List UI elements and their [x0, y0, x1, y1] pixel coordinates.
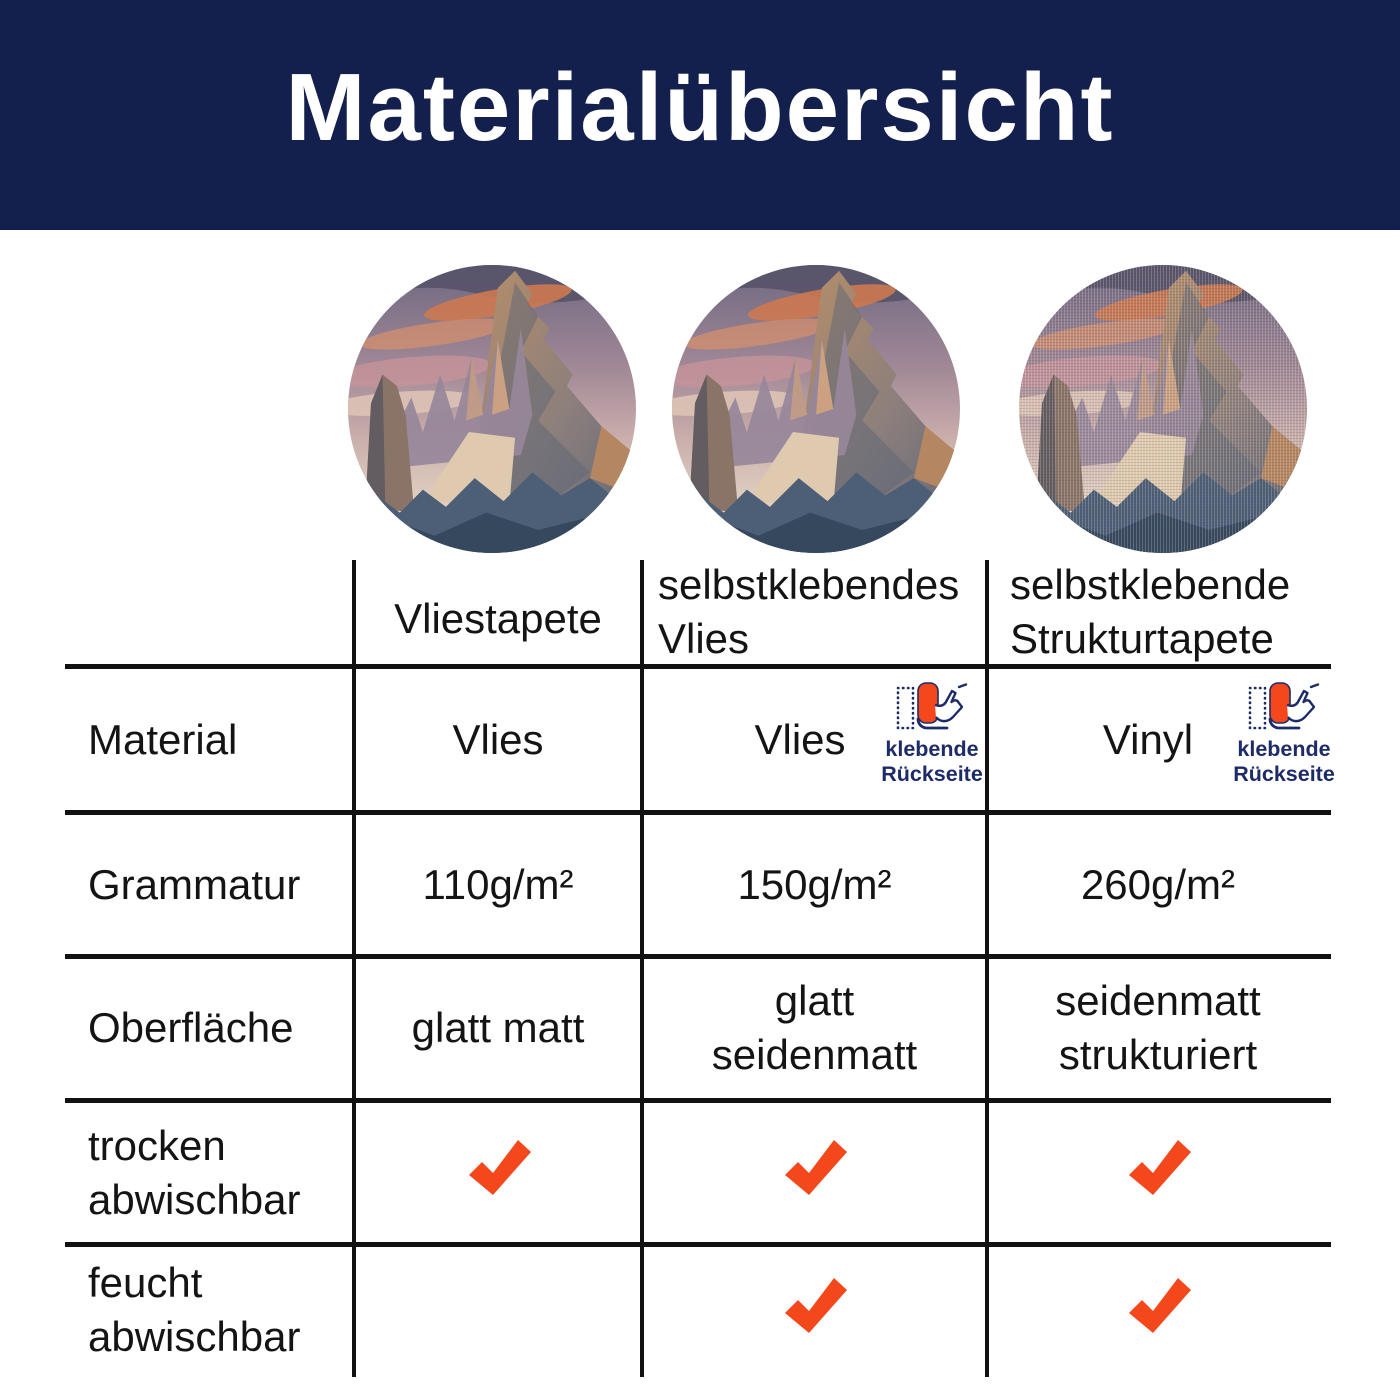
table-grid-line [65, 1242, 1331, 1247]
column-header-selbstklebendes-vlies: selbstklebendes Vlies [658, 561, 960, 662]
cell-oberflaeche-selbstklebendes-vlies: glatt seidenmatt [711, 977, 918, 1078]
check-icon [1121, 1130, 1195, 1204]
cell-material-vliestapete: Vlies [452, 716, 544, 763]
cell-oberflaeche-strukturtapete: seidenmatt strukturiert [1055, 977, 1261, 1078]
adhesive-back-badge: klebende Rückseite [880, 679, 984, 786]
check-icon [777, 1130, 851, 1204]
mountain-sunset-photo [348, 265, 636, 553]
table-grid-line [985, 560, 989, 1377]
cell-grammatur-vliestapete: 110g/m² [422, 861, 574, 908]
row-label-oberflaeche: Oberfläche [88, 1004, 294, 1051]
check-icon [777, 1268, 851, 1342]
row-label-trocken-abwischbar: trocken abwischbar [88, 1122, 301, 1223]
cell-grammatur-selbstklebendes-vlies: 150g/m² [737, 861, 892, 908]
cell-material-strukturtapete: Vinyl [1102, 716, 1194, 763]
check-icon [1121, 1268, 1195, 1342]
column-header-vliestapete: Vliestapete [394, 595, 602, 642]
product-photo-selbstklebendes-vlies [672, 265, 960, 553]
header-banner [0, 0, 1400, 230]
table-grid-line [65, 954, 1331, 959]
cell-material-selbstklebendes-vlies: Vlies [754, 716, 846, 763]
row-label-grammatur: Grammatur [88, 861, 301, 908]
peel-off-sticker-icon [895, 679, 969, 737]
product-photo-strukturtapete [1019, 265, 1307, 553]
product-photo-vliestapete [348, 265, 636, 553]
row-label-feucht-abwischbar: feucht abwischbar [88, 1259, 301, 1360]
table-grid-line [65, 810, 1331, 815]
table-grid-line [640, 560, 644, 1377]
check-icon [461, 1130, 535, 1204]
adhesive-back-badge: klebende Rückseite [1232, 679, 1336, 786]
structure-texture-overlay [1019, 265, 1307, 553]
mountain-sunset-photo [672, 265, 960, 553]
table-grid-line [352, 560, 356, 1377]
cell-grammatur-strukturtapete: 260g/m² [1080, 861, 1236, 908]
column-header-strukturtapete: selbstklebende Strukturtapete [1010, 561, 1291, 662]
table-grid-line [65, 1098, 1331, 1103]
peel-off-sticker-icon [1247, 679, 1321, 737]
cell-oberflaeche-vliestapete: glatt matt [411, 1004, 585, 1051]
row-label-material: Material [88, 716, 238, 763]
page-title: Materialübersicht [285, 54, 1115, 161]
